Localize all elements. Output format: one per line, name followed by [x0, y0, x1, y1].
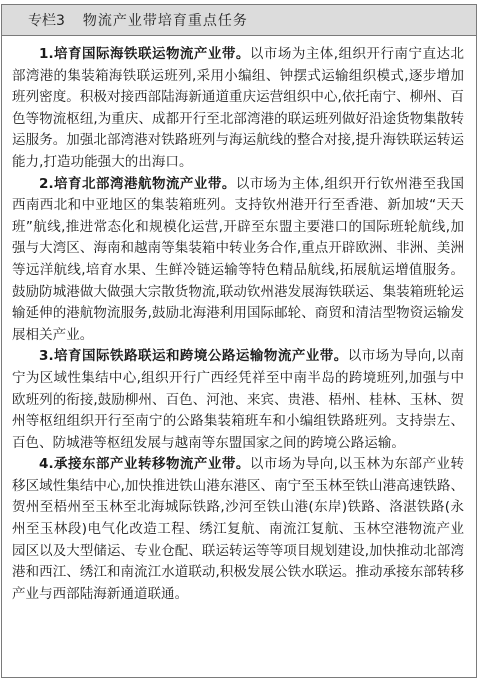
task-body-3: 以市场为导向,以南宁为区域性集结中心,组织开行广西经凭祥至中南半岛的跨境班列,加强与中欧班列的衔接,鼓励柳州、百色、河池、来宾、贵港、梧州、桂林、玉林、贺州等枢纽组织开行至南宁的公路集装箱班车和小编组铁路班列。支持崇左、百色、防城港等枢纽发展与越南等东盟国家之间的跨境公路运输。: [12, 348, 464, 451]
box-title-bar: [2, 5, 476, 36]
task-body-1: 以市场为主体,组织开行南宁直达北部湾港的集装箱海铁联运班列,采用小编组、钟摆式运输组织模式,逐步增加班列密度。积极对接西部陆海新通道重庆运营组织中心,依托南宁、柳州、百色等物流枢纽,为重庆、成都开行至北部湾港的联运班列做好沿途货物集散转运服务。加强北部湾港对铁路班列与海运航线的整合对接,提升海铁联运转运能力,打造功能强大的出海口。: [12, 46, 465, 170]
task-heading-3: 3.培育国际铁路联运和跨境公路运输物流产业带。: [39, 348, 348, 365]
task-paragraph-4: [12, 454, 464, 605]
box-number: 专栏3: [28, 13, 65, 29]
task-heading-4: 4.承接东部产业转移物流产业带。: [39, 456, 250, 473]
box-content: [2, 36, 476, 605]
info-box: [1, 4, 477, 678]
task-heading-2: 2.培育北部湾港航物流产业带。: [39, 175, 236, 192]
task-body-4: 以市场为导向,以玉林为东部产业转移区域性集结中心,加快推进铁山港东港区、南宁至玉林至铁山港高速铁路、贺州至梧州至玉林至北海城际铁路,沙河至铁山港(东岸)铁路、洛湛铁路(永州至玉林段)电气化改造工程、绣江复航、南流江复航、玉林空港物流产业园区以及大型储运、专业仓配、联运转运等等项目规划建设,加快推动北部湾港和西江、绣江和南流江水道联动,积极发展公铁水联运。推动承接东部转移产业与西部陆海新通道联通。: [12, 456, 465, 602]
task-paragraph-1: [12, 44, 464, 174]
task-heading-1: 1.培育国际海铁联运物流产业带。: [39, 46, 250, 62]
box-title: 物流产业带培育重点任务: [82, 13, 248, 29]
task-body-2: 以市场为主体,组织开行钦州港至我国西南西北和中亚地区的集装箱班列。支持钦州港开行至香港、新加坡“天天班”航线,推进常态化和规模化运营,开辟至东盟主要港口的国际班轮航线,加强与大湾区、海南和越南等集装箱中转业务合作,重点开辟欧洲、非洲、美洲等远洋航线,培育水果、生鲜冷链运输等特色精品航线,拓展航运增值服务。鼓励防城港做大做强大宗散货物流,联动钦州港发展海铁联运、集装箱班轮运输延伸的港航物流服务,鼓励北海港利用国际邮轮、商贸和清洁型物资运输发展相关产业。: [12, 175, 464, 343]
task-paragraph-3: [12, 346, 464, 454]
task-paragraph-2: [12, 174, 464, 347]
